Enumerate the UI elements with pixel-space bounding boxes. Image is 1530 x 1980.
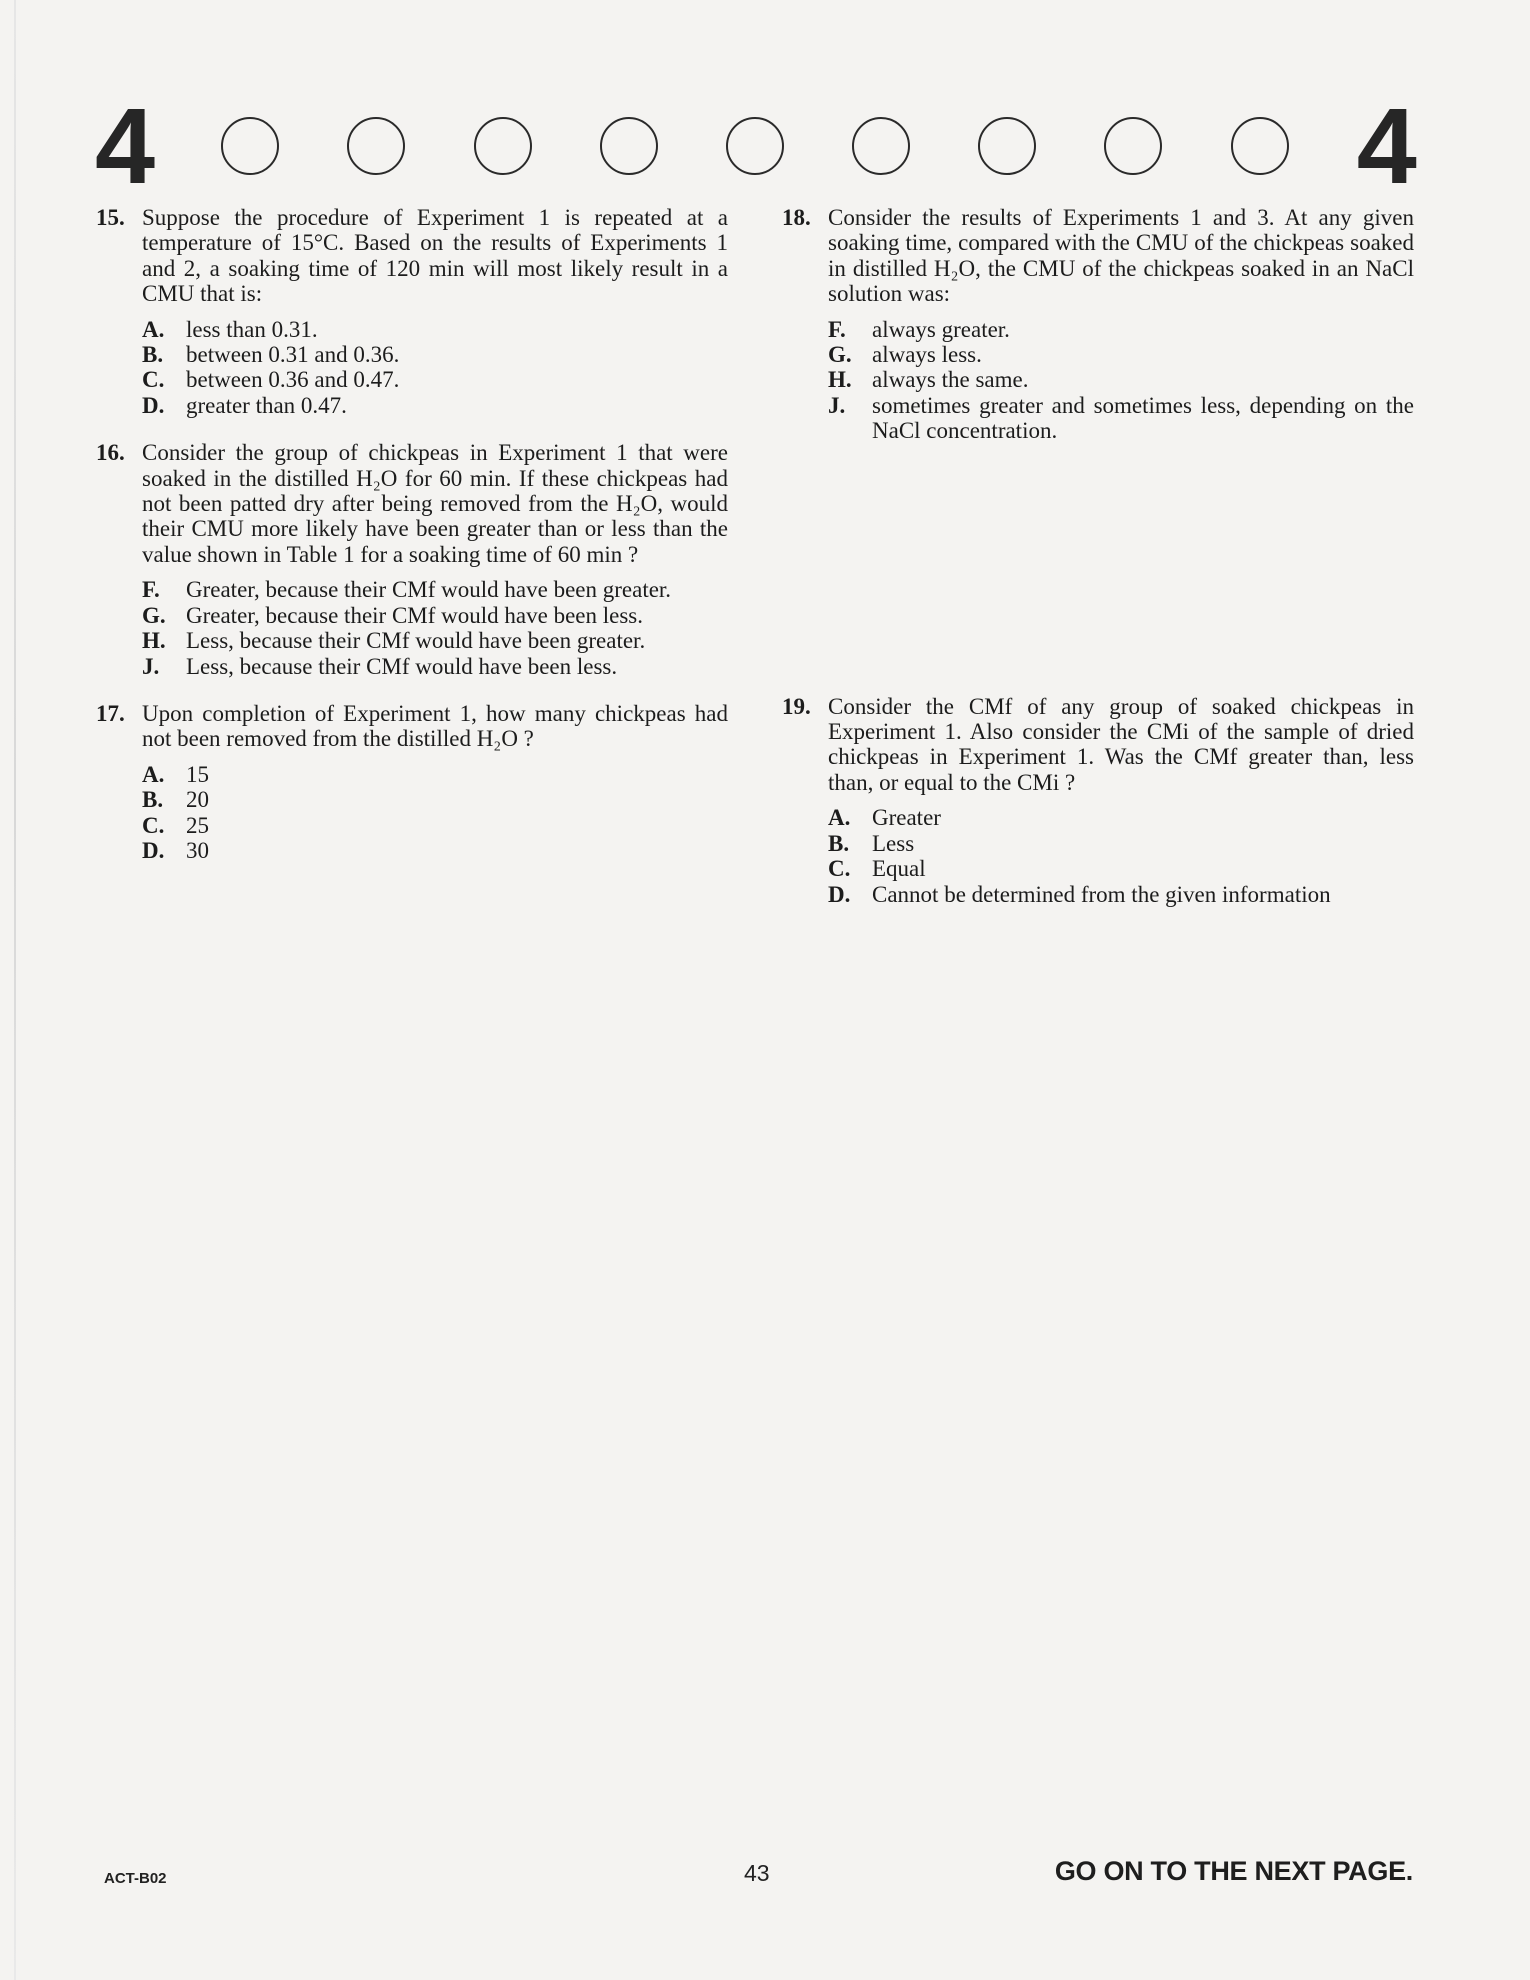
answer-choices	[828, 317, 1414, 444]
choice-text: 25	[186, 812, 209, 838]
choice-letter: G.	[828, 342, 852, 368]
answer-choices	[142, 577, 728, 679]
choice-text: always greater.	[872, 316, 1010, 342]
answer-choice[interactable]	[828, 831, 1414, 856]
choice-text: Less, because their CMf would have been less.	[186, 653, 618, 679]
choice-text: Equal	[872, 856, 926, 882]
answer-choice[interactable]	[142, 367, 728, 392]
header-circle-icon	[978, 117, 1036, 175]
scan-edge	[14, 0, 16, 1980]
choice-text: Less	[872, 830, 915, 856]
answer-choices	[142, 317, 728, 419]
choice-letter: A.	[142, 761, 165, 787]
choice-text: always less.	[872, 342, 982, 368]
answer-choice[interactable]	[828, 856, 1414, 881]
question-number: 15.	[96, 205, 125, 230]
choice-letter: F.	[142, 577, 160, 603]
answer-choice[interactable]	[828, 367, 1414, 392]
answer-choice[interactable]	[142, 628, 728, 653]
choice-letter: G.	[142, 602, 166, 628]
continue-notice: GO ON TO THE NEXT PAGE.	[1054, 1856, 1413, 1886]
question-17	[96, 701, 728, 863]
left-column	[96, 205, 728, 863]
answer-choice[interactable]	[828, 393, 1414, 444]
answer-choice[interactable]	[142, 393, 728, 418]
header-circle-icon	[726, 117, 784, 175]
choice-letter: C.	[142, 367, 165, 393]
header-circle-icon	[474, 117, 532, 175]
question-number: 16.	[96, 440, 125, 466]
question-15	[96, 205, 728, 418]
question-number: 17.	[96, 700, 125, 726]
choice-text: always the same.	[872, 367, 1029, 393]
answer-choice[interactable]	[142, 787, 728, 812]
choice-text: Cannot be determined from the given information	[872, 881, 1331, 907]
question-18	[782, 205, 1414, 444]
choice-letter: B.	[142, 787, 164, 813]
choice-letter: H.	[828, 367, 852, 393]
choice-text: between 0.36 and 0.47.	[186, 367, 400, 393]
choice-letter: C.	[142, 812, 165, 838]
section-header	[95, 85, 1415, 206]
choice-letter: H.	[142, 628, 166, 654]
choice-letter: D.	[142, 392, 165, 418]
header-circle-icon	[600, 117, 658, 175]
answer-choice[interactable]	[142, 762, 728, 787]
header-circle-icon	[852, 117, 910, 175]
choice-letter: B.	[828, 830, 850, 856]
answer-choice[interactable]	[828, 342, 1414, 367]
right-column	[782, 205, 1414, 907]
answer-choice[interactable]	[828, 317, 1414, 342]
answer-choice[interactable]	[828, 882, 1414, 907]
choice-text: 15	[186, 761, 209, 787]
choice-text: greater than 0.47.	[186, 392, 347, 418]
question-stem: Upon completion of Experiment 1, how many chickpeas had not been removed from the distilled H₂O ?	[142, 700, 728, 752]
question-stem: Consider the CMf of any group of soaked chickpeas in Experiment 1. Also consider the CMi of the sample of dried chickpeas in Experiment 1. Was the CMf greater than, less than, or equal to the CMi ?	[828, 693, 1414, 795]
header-circle-icon	[1231, 117, 1289, 175]
answer-choice[interactable]	[142, 317, 728, 342]
form-code: ACT-B02	[104, 1870, 167, 1887]
question-stem: Consider the group of chickpeas in Experiment 1 that were soaked in the distilled H₂O for 60 min. If these chickpeas had not been patted dry after being removed from the H₂O, would their CMU more likely have been greater than or less than the value shown in Table 1 for a soaking time of 60 min ?	[142, 440, 728, 567]
choice-text: Greater, because their CMf would have been greater.	[186, 577, 672, 603]
choice-text: Greater, because their CMf would have been less.	[186, 602, 643, 628]
header-circle-icon	[221, 117, 279, 175]
choice-letter: C.	[828, 856, 851, 882]
answer-choice[interactable]	[142, 838, 728, 863]
choice-letter: A.	[142, 316, 165, 342]
answer-choice[interactable]	[142, 603, 728, 628]
choice-letter: F.	[828, 316, 846, 342]
choice-letter: D.	[142, 837, 165, 863]
question-19	[782, 694, 1414, 907]
choice-letter: J.	[142, 653, 160, 679]
choice-text: less than 0.31.	[186, 316, 318, 342]
answer-choices	[142, 762, 728, 864]
choice-letter: J.	[828, 392, 846, 418]
header-circle-icon	[347, 117, 405, 175]
choice-text: 30	[186, 837, 209, 863]
choice-letter: B.	[142, 342, 164, 368]
choice-letter: D.	[828, 881, 851, 907]
choice-text: Greater	[872, 805, 941, 831]
question-stem: Suppose the procedure of Experiment 1 is repeated at a temperature of 15°C. Based on the results of Experiments 1 and 2, a soaking time of 120 min will most likely result in a CMU that is:	[142, 205, 728, 307]
answer-choices	[828, 805, 1414, 907]
answer-choice[interactable]	[142, 654, 728, 679]
choice-text: 20	[186, 787, 209, 813]
choice-text: Less, because their CMf would have been greater.	[186, 628, 646, 654]
question-stem: Consider the results of Experiments 1 and 3. At any given soaking time, compared with the CMU of the chickpeas soaked in distilled H₂O, the CMU of the chickpeas soaked in an NaCl solution was:	[828, 205, 1414, 307]
answer-choice[interactable]	[142, 813, 728, 838]
question-16	[96, 440, 728, 679]
answer-choice[interactable]	[142, 577, 728, 602]
section-number-left: 4	[95, 85, 154, 206]
answer-choice[interactable]	[828, 805, 1414, 830]
choice-letter: A.	[828, 805, 851, 831]
section-number-right: 4	[1356, 85, 1415, 206]
question-number: 18.	[782, 205, 811, 230]
choice-text: between 0.31 and 0.36.	[186, 342, 400, 368]
page-number: 43	[744, 1860, 770, 1886]
answer-choice[interactable]	[142, 342, 728, 367]
header-circle-icon	[1104, 117, 1162, 175]
choice-text: sometimes greater and sometimes less, depending on the NaCl concentration.	[872, 392, 1414, 444]
question-number: 19.	[782, 693, 811, 719]
